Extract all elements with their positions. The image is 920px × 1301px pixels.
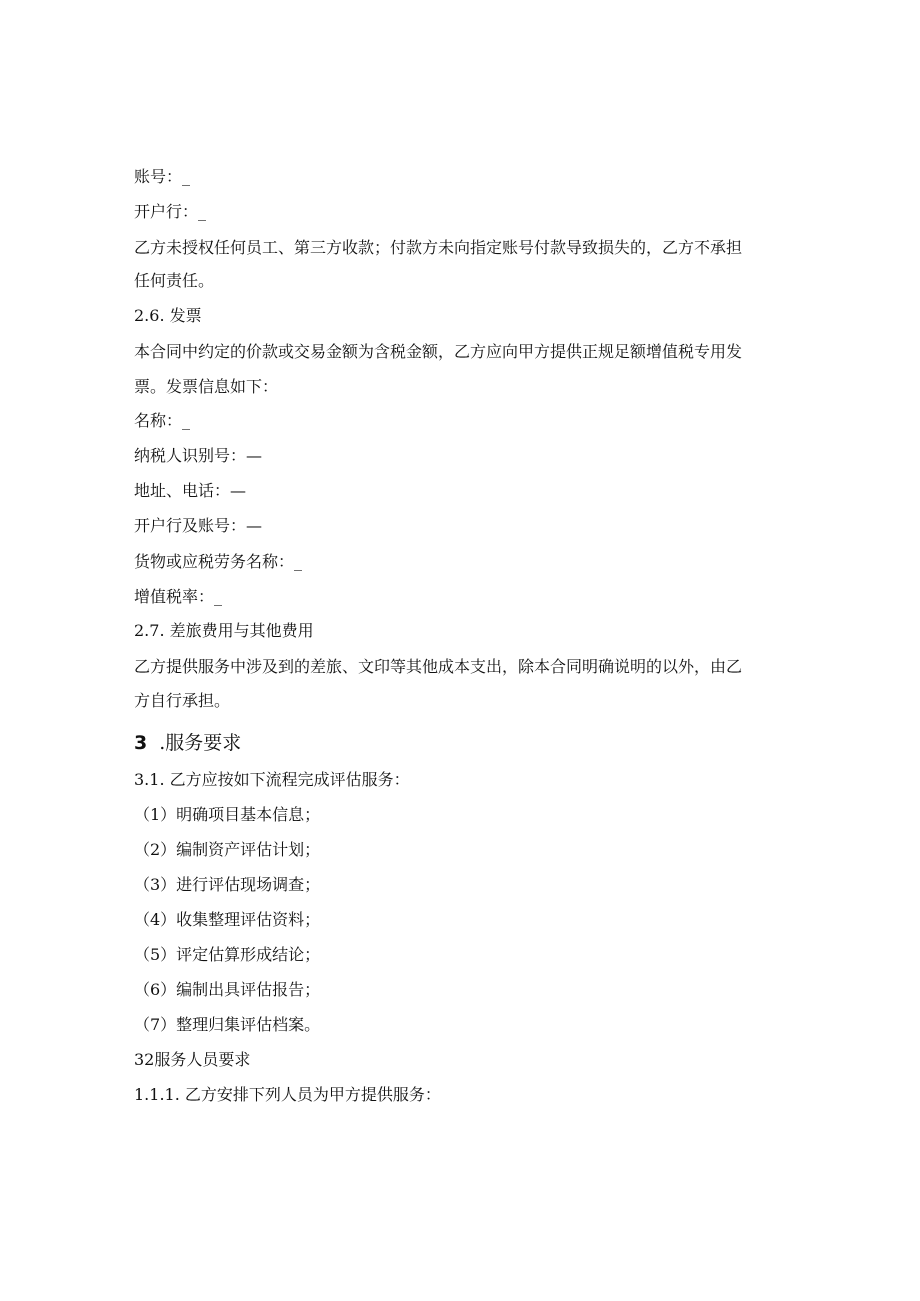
flow-step-2: （2）编制资产评估计划；	[134, 840, 321, 859]
staff-heading: 32服务人员要求	[134, 1050, 251, 1069]
travel-desc-line-1: 乙方提供服务中涉及到的差旅、文印等其他成本支出，除本合同明确说明的以外，由乙	[134, 657, 743, 676]
invoice-bank-account: 开户行及账号：—	[134, 516, 263, 535]
account-line: 账号：_	[134, 167, 191, 186]
flow-intro: 3.1. 乙方应按如下流程完成评估服务：	[134, 770, 410, 789]
flow-step-5: （5）评定估算形成结论；	[134, 945, 321, 964]
section-3-title: .服务要求	[159, 732, 242, 754]
flow-step-1: （1）明确项目基本信息；	[134, 805, 321, 824]
travel-heading: 2.7. 差旅费用与其他费用	[134, 621, 314, 640]
section-3-heading	[134, 730, 241, 756]
invoice-address-phone: 地址、电话：—	[134, 481, 247, 500]
section-3-number: 3	[134, 732, 148, 754]
invoice-name: 名称：_	[134, 411, 191, 430]
staff-intro: 1.1.1. 乙方安排下列人员为甲方提供服务：	[134, 1085, 441, 1104]
bank-line: 开户行：_	[134, 202, 207, 221]
flow-step-7: （7）整理归集评估档案。	[134, 1015, 321, 1034]
invoice-taxpayer-id: 纳税人识别号：—	[134, 446, 263, 465]
flow-step-6: （6）编制出具评估报告；	[134, 980, 321, 999]
invoice-heading: 2.6. 发票	[134, 306, 202, 325]
flow-step-4: （4）收集整理评估资料；	[134, 910, 321, 929]
payment-notice-line-1: 乙方未授权任何员工、第三方收款；付款方未向指定账号付款导致损失的，乙方不承担	[134, 238, 743, 257]
invoice-desc-line-1: 本合同中约定的价款或交易金额为含税金额，乙方应向甲方提供正规足额增值税专用发	[134, 342, 743, 361]
travel-desc-line-2: 方自行承担。	[134, 691, 231, 710]
flow-step-3: （3）进行评估现场调查；	[134, 875, 321, 894]
payment-notice-line-2: 任何责任。	[134, 271, 215, 290]
invoice-desc-line-2: 票。发票信息如下：	[134, 377, 279, 396]
invoice-vat-rate: 增值税率：_	[134, 587, 223, 606]
invoice-goods-name: 货物或应税劳务名称：_	[134, 552, 303, 571]
